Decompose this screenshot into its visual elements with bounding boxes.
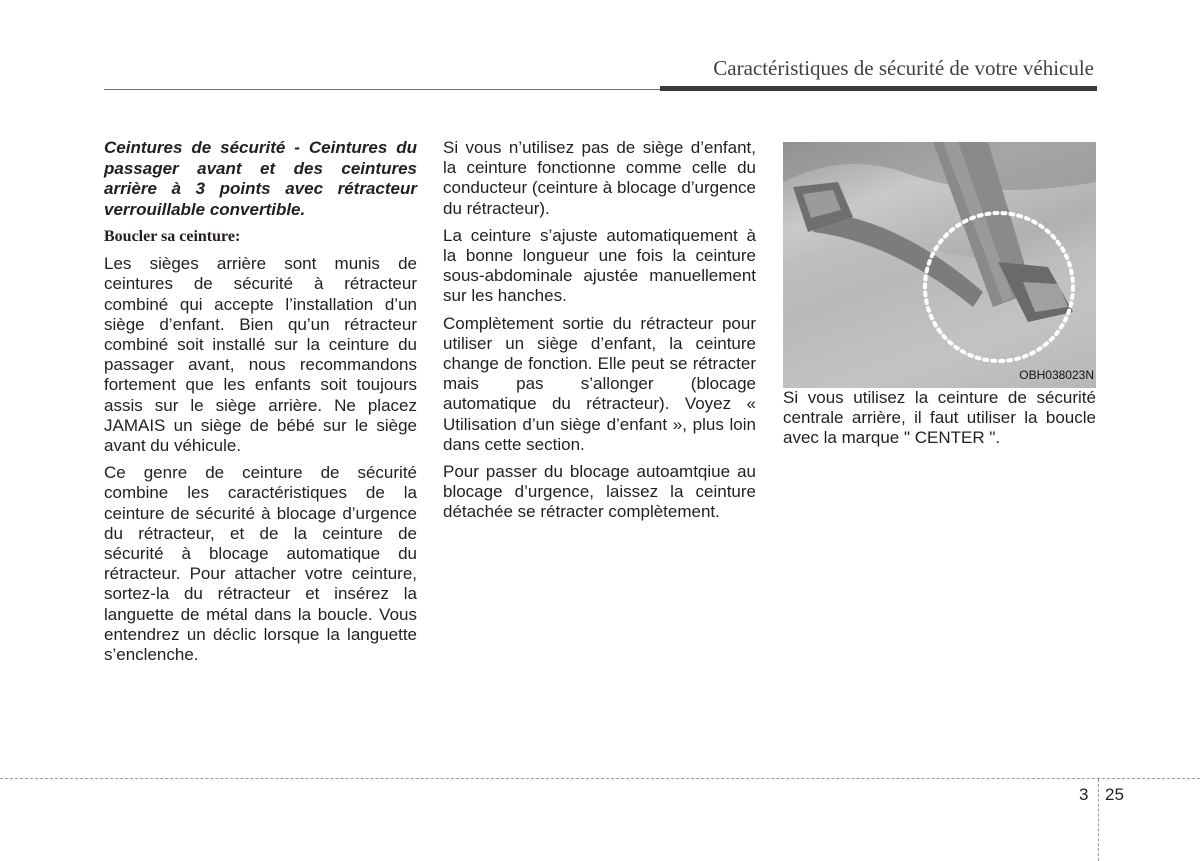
header-rule bbox=[104, 89, 660, 90]
text-column-3 bbox=[783, 142, 1096, 456]
paragraph: Les sièges arrière sont munis de ceintures de sécurité à rétracteur combiné qui accepte l’installation d’un siège d’enfant. Bien qu’un rétracteur combiné soit installé sur la ceinture du passager avant, nous recommandons fortement que les enfants soit toujours assis sur le siège arrière. Ne placez JAMAIS un siège de bébé sur le siège avant du véhicule. bbox=[104, 254, 417, 456]
image-caption: Si vous utilisez la ceinture de sécurité centrale arrière, il faut utiliser la boucle avec la marque " CENTER ". bbox=[783, 388, 1096, 448]
paragraph: Pour passer du blocage autoamtqiue au blocage d’urgence, laissez la ceinture détachée se rétracter complètement. bbox=[443, 462, 756, 522]
paragraph: Ce genre de ceinture de sécurité combine les caractéristiques de la ceinture de sécurité à blocage d’urgence du rétracteur, et de la ceinture de sécurité à blocage automatique du rétracteur. Pour attacher votre ceinture, sortez-la du rétracteur et insérez la languette de métal dans la boucle. Vous entendrez un déclic lorsque la languette s’enclenche. bbox=[104, 463, 417, 665]
text-column-2 bbox=[443, 138, 756, 530]
section-title: Boucler sa ceinture: bbox=[104, 228, 241, 245]
header-rule-accent bbox=[660, 86, 1097, 91]
section-subheading: Ceintures de sécurité - Ceintures du passager avant et des ceintures arrière à 3 points avec rétracteur verrouillable convertible. bbox=[104, 138, 417, 219]
footer-divider bbox=[1098, 779, 1099, 861]
page-number: 25 bbox=[1105, 785, 1124, 804]
footer-rule bbox=[0, 778, 1200, 779]
seatbelt-illustration bbox=[783, 142, 1096, 388]
page-header-title: Caractéristiques de sécurité de votre véhicule bbox=[713, 56, 1094, 80]
paragraph: Complètement sortie du rétracteur pour utiliser un siège d’enfant, la ceinture change de fonction. Elle peut se rétracter mais pas s’allonger (blocage automatique du rétracteur). Voyez « Utilisation d’un siège d’enfant », plus loin dans cette section. bbox=[443, 313, 756, 454]
chapter-number: 3 bbox=[1079, 785, 1089, 804]
paragraph: La ceinture s’ajuste automatiquement à la bonne longueur une fois la ceinture sous-abdominale ajustée manuellement sur les hanches. bbox=[443, 225, 756, 306]
seatbelt-buckle-photo bbox=[783, 142, 1096, 388]
paragraph: Si vous n’utilisez pas de siège d’enfant, la ceinture fonctionne comme celle du conducteur (ceinture à blocage d’urgence du rétracteur). bbox=[443, 138, 756, 218]
text-column-1 bbox=[104, 138, 417, 672]
image-code: OBH038023N bbox=[1019, 367, 1094, 382]
